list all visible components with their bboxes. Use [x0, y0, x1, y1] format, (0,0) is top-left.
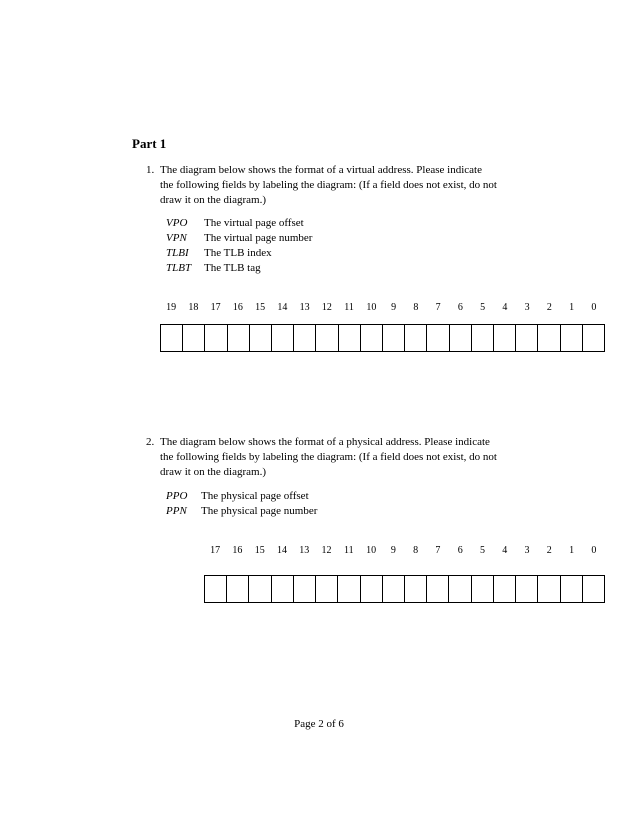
bit-cell[interactable]	[383, 325, 405, 351]
question-1-line: the following fields by labeling the diagram: (If a field does not exist, do not	[160, 179, 497, 191]
bit-cell[interactable]	[472, 325, 494, 351]
bit-cell[interactable]	[516, 325, 538, 351]
bit-cell[interactable]	[494, 576, 516, 602]
legend-abbr: VPO	[166, 217, 188, 229]
bit-number-label: 12	[321, 545, 332, 556]
bit-number-label: 6	[457, 545, 463, 556]
physical-address-bit-numbers	[204, 544, 605, 558]
question-2-line: The diagram below shows the format of a physical address. Please indicate	[160, 436, 490, 448]
question-1-number: 1.	[146, 164, 155, 176]
question-1-line: draw it on the diagram.)	[160, 194, 266, 206]
question-1-line: The diagram below shows the format of a virtual address. Please indicate	[160, 164, 482, 176]
bit-cell[interactable]	[383, 576, 405, 602]
bit-cell[interactable]	[583, 576, 604, 602]
bit-number-label: 19	[166, 302, 177, 313]
bit-number-label: 9	[391, 302, 397, 313]
legend-row	[166, 504, 317, 519]
legend-abbr: PPO	[166, 490, 188, 502]
legend-row	[166, 216, 312, 231]
bit-number-label: 10	[366, 302, 377, 313]
bit-number-label: 9	[390, 545, 396, 556]
bit-cell[interactable]	[427, 325, 449, 351]
legend-abbr: TLBI	[166, 247, 189, 259]
bit-number-label: 3	[524, 302, 530, 313]
question-2-number: 2.	[146, 436, 155, 448]
legend-desc: The TLB index	[204, 247, 272, 259]
bit-number-label: 11	[343, 545, 354, 556]
bit-cell[interactable]	[516, 576, 538, 602]
bit-cell[interactable]	[294, 576, 316, 602]
bit-cell[interactable]	[339, 325, 361, 351]
bit-cell[interactable]	[472, 576, 494, 602]
bit-number-label: 15	[254, 545, 265, 556]
legend-row	[166, 489, 317, 504]
bit-cell[interactable]	[183, 325, 205, 351]
bit-number-label: 6	[457, 302, 463, 313]
legend-row	[166, 261, 312, 276]
question-2-text	[160, 435, 520, 480]
bit-number-label: 15	[255, 302, 266, 313]
bit-number-label: 4	[502, 545, 508, 556]
bit-cell[interactable]	[427, 576, 449, 602]
legend-abbr: TLBT	[166, 262, 192, 274]
virtual-address-diagram[interactable]	[160, 324, 605, 352]
legend-desc: The physical page offset	[201, 490, 309, 502]
bit-cell[interactable]	[405, 576, 427, 602]
bit-cell[interactable]	[205, 325, 227, 351]
bit-number-label: 10	[366, 545, 377, 556]
legend-row	[166, 246, 312, 261]
bit-cell[interactable]	[538, 325, 560, 351]
bit-number-label: 1	[569, 302, 575, 313]
bit-cell[interactable]	[538, 576, 560, 602]
bit-cell[interactable]	[272, 325, 294, 351]
virtual-address-bit-numbers	[160, 301, 605, 315]
question-1-text	[160, 163, 520, 208]
bit-number-label: 12	[321, 302, 332, 313]
bit-cell[interactable]	[561, 576, 583, 602]
bit-number-label: 5	[479, 545, 485, 556]
question-1-legend	[166, 216, 312, 276]
bit-cell[interactable]	[449, 576, 471, 602]
legend-desc: The TLB tag	[204, 262, 261, 274]
bit-cell[interactable]	[405, 325, 427, 351]
bit-number-label: 16	[232, 302, 243, 313]
bit-number-label: 13	[299, 545, 310, 556]
bit-cell[interactable]	[361, 576, 383, 602]
bit-cell[interactable]	[450, 325, 472, 351]
bit-cell[interactable]	[249, 576, 271, 602]
bit-number-label: 17	[210, 545, 221, 556]
bit-cell[interactable]	[494, 325, 516, 351]
bit-cell[interactable]	[561, 325, 583, 351]
bit-cell[interactable]	[316, 576, 338, 602]
bit-number-label: 8	[413, 545, 419, 556]
bit-number-label: 14	[277, 302, 288, 313]
bit-number-label: 16	[232, 545, 243, 556]
bit-cell[interactable]	[161, 325, 183, 351]
bit-number-label: 4	[502, 302, 508, 313]
bit-number-label: 18	[188, 302, 199, 313]
bit-cell[interactable]	[272, 576, 294, 602]
bit-number-label: 5	[480, 302, 486, 313]
legend-abbr: VPN	[166, 232, 187, 244]
bit-number-label: 1	[569, 545, 575, 556]
bit-cell[interactable]	[316, 325, 338, 351]
bit-cell[interactable]	[338, 576, 360, 602]
bit-number-label: 0	[591, 302, 597, 313]
legend-row	[166, 231, 312, 246]
bit-number-label: 2	[546, 545, 552, 556]
page-footer: Page 2 of 6	[294, 718, 344, 730]
physical-address-diagram[interactable]	[204, 575, 605, 603]
question-2-legend	[166, 489, 317, 519]
bit-number-label: 7	[435, 545, 441, 556]
bit-number-label: 14	[276, 545, 287, 556]
bit-cell[interactable]	[228, 325, 250, 351]
bit-cell[interactable]	[205, 576, 227, 602]
bit-number-label: 7	[435, 302, 441, 313]
bit-cell[interactable]	[361, 325, 383, 351]
bit-number-label: 17	[210, 302, 221, 313]
part-title: Part 1	[132, 136, 167, 151]
bit-number-label: 0	[591, 545, 597, 556]
legend-desc: The virtual page number	[204, 232, 313, 244]
bit-number-label: 8	[413, 302, 419, 313]
question-2-line: the following fields by labeling the diagram: (If a field does not exist, do not	[160, 451, 497, 463]
legend-desc: The physical page number	[201, 505, 318, 517]
bit-cell[interactable]	[294, 325, 316, 351]
bit-cell[interactable]	[250, 325, 272, 351]
bit-number-label: 11	[344, 302, 354, 313]
bit-number-label: 13	[299, 302, 310, 313]
question-2-line: draw it on the diagram.)	[160, 466, 266, 478]
bit-number-label: 2	[546, 302, 552, 313]
bit-number-label: 3	[524, 545, 530, 556]
legend-desc: The virtual page offset	[204, 217, 304, 229]
bit-cell[interactable]	[583, 325, 604, 351]
bit-cell[interactable]	[227, 576, 249, 602]
legend-abbr: PPN	[166, 505, 187, 517]
